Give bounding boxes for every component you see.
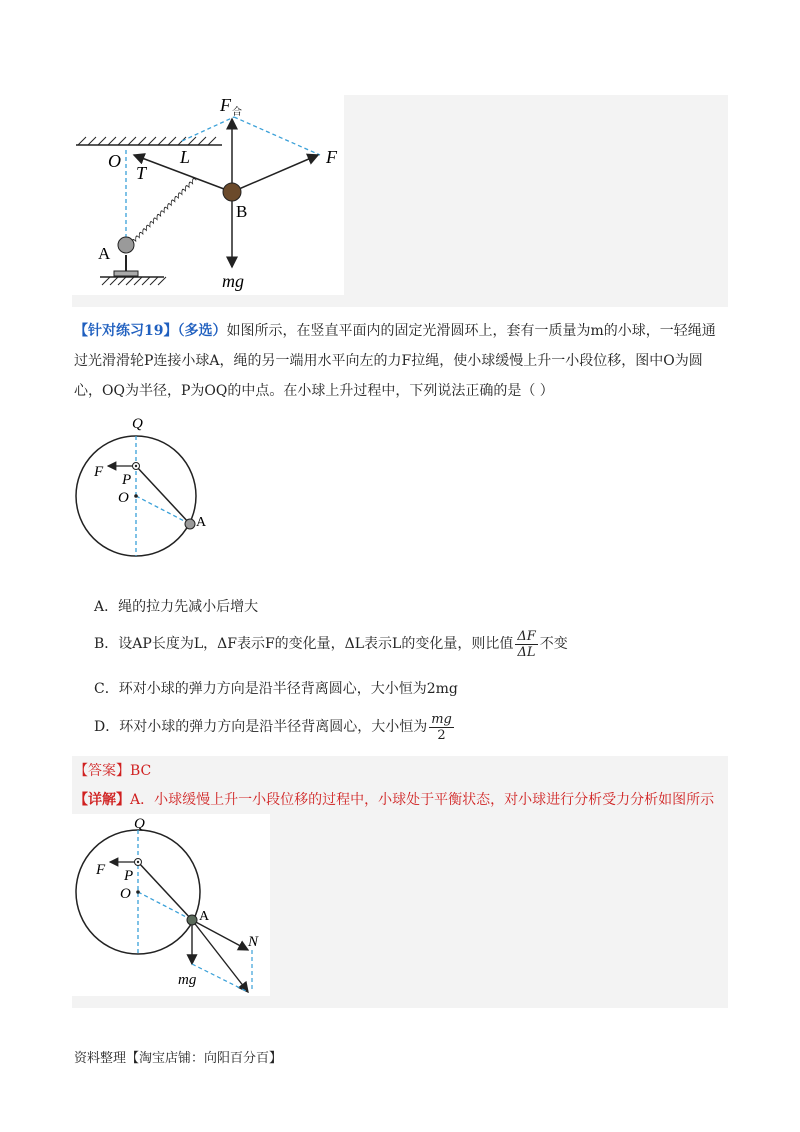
footer-text: 资料整理【淘宝店铺：向阳百分百】	[74, 1051, 283, 1066]
q-label: Q	[134, 816, 145, 832]
figure-3	[72, 814, 270, 996]
question-multi: （多选）	[177, 323, 227, 339]
question-text	[74, 316, 730, 406]
f-he-label: F	[220, 95, 231, 115]
mg-label: mg	[178, 972, 197, 988]
a-label: A	[98, 244, 111, 263]
answer-label: 【答案】BC	[74, 763, 152, 779]
question-line-3: 心，OQ为半径，P为OQ的中点。在小球上升过程中，下列说法正确的是（ ）	[74, 383, 554, 399]
o-label: O	[108, 151, 121, 171]
a-label: A	[196, 515, 207, 530]
option-b-fraction	[515, 629, 537, 660]
f-label: F	[94, 464, 104, 480]
b-label: B	[236, 202, 248, 221]
question-line-1	[74, 316, 730, 346]
question-line-2: 过光滑滑轮P连接小球A，绳的另一端用水平向左的力F拉绳，使小球缓慢上升一小段位移，图中O为圆	[74, 353, 703, 369]
detail-label: 【详解】	[74, 792, 130, 808]
option-a: A．绳的拉力先减小后增大	[94, 599, 259, 615]
option-b-text: B．设AP长度为L，ΔF表示F的变化量，ΔL表示L的变化量，则比值	[94, 636, 514, 652]
option-d-text: D．环对小球的弹力方向是沿半径背离圆心，大小恒为	[94, 719, 428, 735]
l-label: L	[180, 147, 191, 167]
f-label: F	[326, 147, 337, 167]
o-label: O	[120, 886, 131, 902]
option-b	[94, 627, 568, 661]
he-subscript: 合	[232, 107, 242, 118]
option-d-denominator: 2	[437, 727, 446, 743]
question-tag: 【针对练习19】	[74, 323, 178, 339]
o-label: O	[118, 490, 129, 506]
a-label: A	[199, 909, 210, 924]
option-d-fraction	[429, 712, 454, 743]
option-b-suffix: 不变	[539, 636, 568, 652]
p-label: P	[124, 868, 134, 884]
detail-text: A．小球缓慢上升一小段位移的过程中，小球处于平衡状态，对小球进行分析受力分析如图所示	[130, 792, 715, 808]
p-label: P	[122, 472, 132, 488]
question-line-1-text: 如图所示，在竖直平面内的固定光滑圆环上，套有一质量为m的小球，一轻绳通	[226, 323, 716, 339]
figure-2	[72, 414, 222, 564]
option-d	[94, 710, 456, 744]
option-b-denominator: ΔL	[517, 644, 536, 660]
option-c: C．环对小球的弹力方向是沿半径背离圆心，大小恒为2mg	[94, 681, 458, 697]
detail-line	[74, 789, 714, 809]
option-b-numerator: ΔF	[517, 628, 536, 644]
n-label: N	[248, 934, 259, 950]
option-d-numerator: mg	[431, 711, 452, 727]
t-label: T	[136, 163, 147, 183]
f-label: F	[96, 862, 106, 878]
q-label: Q	[132, 416, 143, 432]
mg-label: mg	[222, 271, 244, 291]
figure-1	[72, 95, 344, 295]
